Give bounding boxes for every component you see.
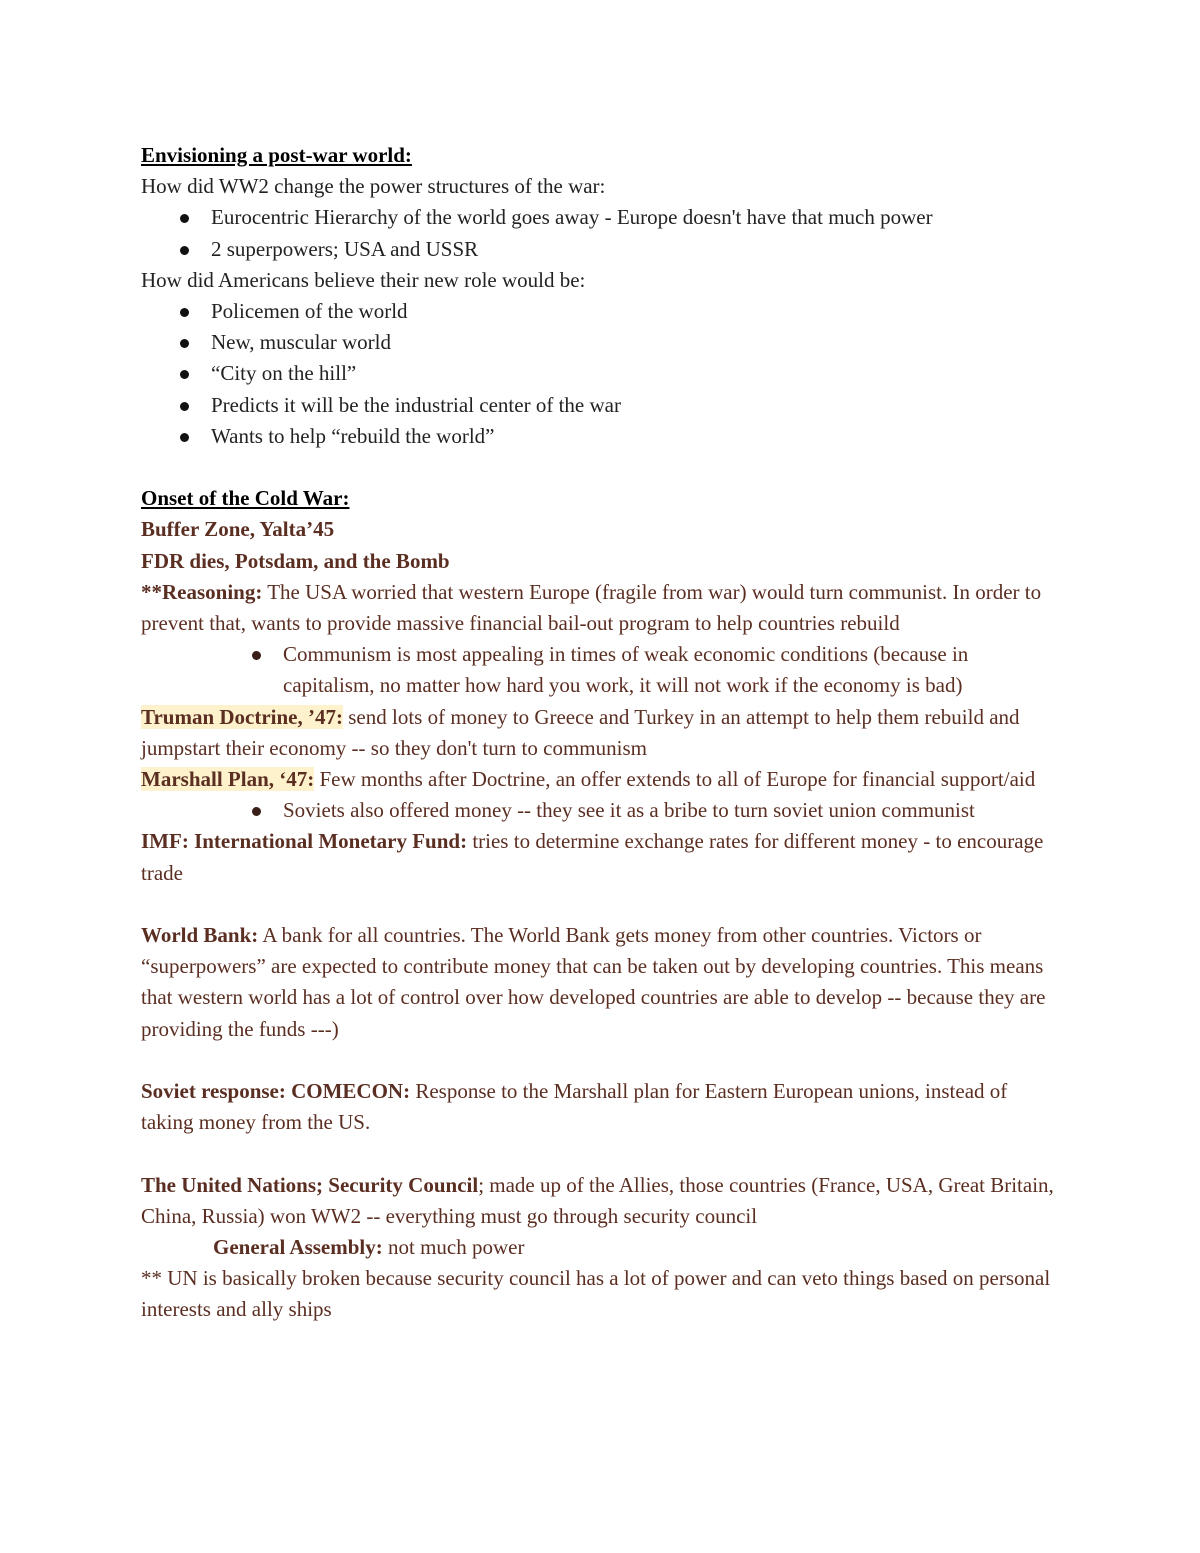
reasoning-paragraph: **Reasoning: The USA worried that western Europe (fragile from war) would turn communist. In order to prevent that, wants to provide massive financial bail-out program to help countries rebuild [141,579,1042,636]
un-note-paragraph: ** UN is basically broken because security council has a lot of power and can veto things based on personal interests and ally ships [141,1266,1051,1322]
section-heading-cold-war: Onset of the Cold War: [141,486,350,511]
subheading-buffer-zone: Buffer Zone, Yalta’45 [141,517,335,542]
reasoning-label: **Reasoning: [141,579,263,604]
general-assembly-label: General Assembly: [213,1235,383,1260]
list-item: New, muscular world [141,327,1060,358]
world-bank-paragraph: World Bank: A bank for all countries. The World Bank gets money from other countries. Victors or “superpowers” are expected to contribute money that can be taken out by developing countries. This means that western world has a lot of control over how developed countries are able to develop -- because they are providing the funds ---) [141,923,1046,1041]
imf-paragraph: IMF: International Monetary Fund: tries to determine exchange rates for different money - to encourage trade [141,829,1044,885]
list-item: Eurocentric Hierarchy of the world goes away - Europe doesn't have that much power [141,202,1060,233]
united-nations-label: The United Nations; Security Council [141,1172,479,1197]
question-power-structures: How did WW2 change the power structures of the war: [141,174,606,199]
power-structures-list [141,202,1060,264]
marshall-list [141,795,1060,826]
list-item: Soviets also offered money -- they see it as a bribe to turn soviet union communist [141,795,1060,826]
section-heading-postwar: Envisioning a post-war world: [141,143,412,167]
bullet-icon [252,651,261,660]
imf-label: IMF: International Monetary Fund: [141,829,468,854]
list-item: Communism is most appealing in times of weak economic conditions (because in capitalism, no matter how hard you work, it will not work if the economy is bad) [141,639,1060,701]
general-assembly-line: General Assembly: not much power [213,1235,525,1260]
bullet-icon [180,214,189,223]
marshall-paragraph: Marshall Plan, ‘47: Few months after Doctrine, an offer extends to all of Europe for financial support/aid [141,767,1036,792]
subheading-fdr-potsdam: FDR dies, Potsdam, and the Bomb [141,548,450,573]
world-bank-label: World Bank: [141,923,259,948]
american-role-list [141,296,1060,452]
united-nations-paragraph: The United Nations; Security Council; made up of the Allies, those countries (France, USA, Great Britain, China, Russia) won WW2 -- everything must go through security council [141,1172,1054,1228]
list-item: Predicts it will be the industrial center of the war [141,390,1060,421]
list-item: Policemen of the world [141,296,1060,327]
list-item: 2 superpowers; USA and USSR [141,234,1060,265]
bullet-icon [180,246,189,255]
question-american-role: How did Americans believe their new role would be: [141,267,586,292]
truman-label: Truman Doctrine, ’47: [141,704,343,729]
truman-paragraph: Truman Doctrine, ’47: send lots of money to Greece and Turkey in an attempt to help them rebuild and jumpstart their economy -- so they don't turn to communism [141,704,1020,760]
bullet-icon [180,339,189,348]
bullet-icon [180,370,189,379]
list-item: “City on the hill” [141,358,1060,389]
bullet-icon [252,807,261,816]
list-item: Wants to help “rebuild the world” [141,421,1060,452]
bullet-icon [180,433,189,442]
marshall-label: Marshall Plan, ‘47: [141,767,315,792]
soviet-response-label: Soviet response: COMECON: [141,1079,411,1104]
bullet-icon [180,308,189,317]
bullet-icon [180,402,189,411]
soviet-response-paragraph: Soviet response: COMECON: Response to the Marshall plan for Eastern European unions, instead of taking money from the US. [141,1079,1008,1135]
reasoning-list [141,639,1060,701]
